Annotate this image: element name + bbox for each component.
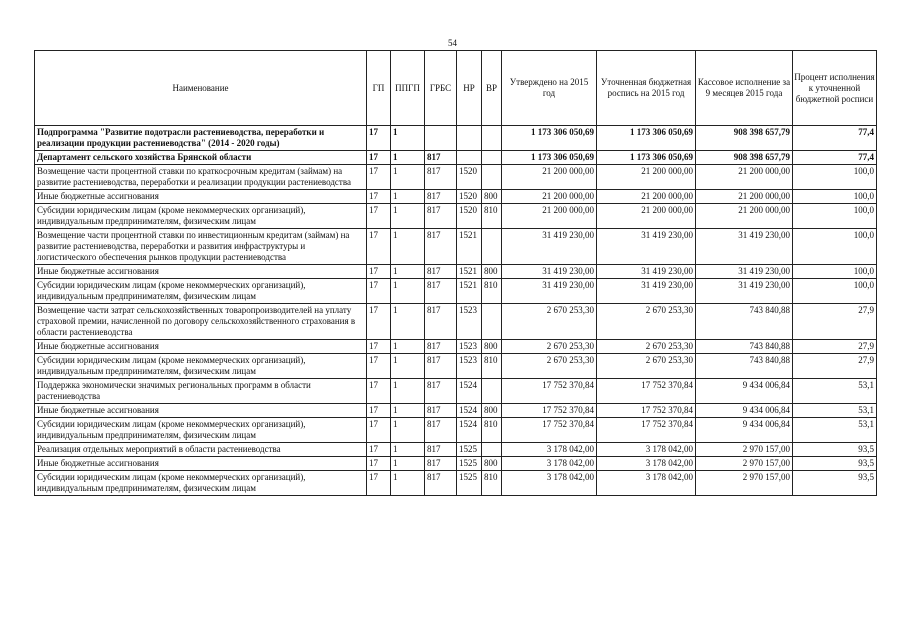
cell-np: 1524 [457, 379, 482, 404]
header-ppgp: ППГП [391, 51, 425, 126]
table-row [35, 457, 877, 471]
table-row [35, 471, 877, 496]
cell-percent: 93,5 [793, 457, 877, 471]
cell-ppgp: 1 [391, 190, 425, 204]
cell-percent: 93,5 [793, 471, 877, 496]
header-approved: Утверждено на 2015 год [502, 51, 597, 126]
cell-name: Иные бюджетные ассигнования [35, 265, 367, 279]
cell-np: 1520 [457, 190, 482, 204]
cell-ppgp: 1 [391, 265, 425, 279]
cell-gp: 17 [367, 304, 391, 340]
cell-refined: 1 173 306 050,69 [597, 151, 696, 165]
cell-ppgp: 1 [391, 418, 425, 443]
cell-approved: 3 178 042,00 [502, 457, 597, 471]
cell-name: Иные бюджетные ассигнования [35, 190, 367, 204]
cell-percent: 77,4 [793, 126, 877, 151]
cell-name: Подпрограмма "Развитие подотрасли растениеводства, переработки и реализации продукции растениеводства" (2014 - 2020 годы) [35, 126, 367, 151]
cell-approved: 17 752 370,84 [502, 404, 597, 418]
cell-grbs: 817 [425, 279, 457, 304]
header-np: НР [457, 51, 482, 126]
cell-refined: 21 200 000,00 [597, 165, 696, 190]
cell-np: 1523 [457, 340, 482, 354]
cell-np: 1525 [457, 457, 482, 471]
cell-np [457, 151, 482, 165]
cell-vr [482, 379, 502, 404]
cell-grbs: 817 [425, 404, 457, 418]
table-row [35, 304, 877, 340]
table-row [35, 418, 877, 443]
cell-percent: 100,0 [793, 265, 877, 279]
cell-name: Иные бюджетные ассигнования [35, 457, 367, 471]
cell-name: Субсидии юридическим лицам (кроме некоммерческих организаций), индивидуальным предпринимателям, физическим лицам [35, 471, 367, 496]
cell-np: 1523 [457, 354, 482, 379]
cell-gp: 17 [367, 165, 391, 190]
cell-np: 1524 [457, 404, 482, 418]
cell-cash: 2 970 157,00 [696, 457, 793, 471]
cell-percent: 100,0 [793, 229, 877, 265]
cell-vr: 810 [482, 279, 502, 304]
cell-vr [482, 126, 502, 151]
cell-ppgp: 1 [391, 443, 425, 457]
cell-cash: 9 434 006,84 [696, 418, 793, 443]
table-row [35, 151, 877, 165]
cell-approved: 2 670 253,30 [502, 354, 597, 379]
cell-gp: 17 [367, 265, 391, 279]
cell-percent: 53,1 [793, 379, 877, 404]
table-row [35, 165, 877, 190]
cell-approved: 1 173 306 050,69 [502, 126, 597, 151]
cell-grbs: 817 [425, 204, 457, 229]
cell-percent: 53,1 [793, 418, 877, 443]
cell-refined: 17 752 370,84 [597, 404, 696, 418]
cell-cash: 743 840,88 [696, 304, 793, 340]
cell-grbs: 817 [425, 151, 457, 165]
cell-cash: 743 840,88 [696, 340, 793, 354]
cell-np: 1520 [457, 204, 482, 229]
cell-name: Субсидии юридическим лицам (кроме некоммерческих организаций), индивидуальным предпринимателям, физическим лицам [35, 354, 367, 379]
cell-refined: 3 178 042,00 [597, 457, 696, 471]
table-body [35, 126, 877, 496]
table-row [35, 265, 877, 279]
cell-gp: 17 [367, 151, 391, 165]
cell-cash: 31 419 230,00 [696, 229, 793, 265]
header-vr: ВР [482, 51, 502, 126]
cell-ppgp: 1 [391, 471, 425, 496]
cell-grbs: 817 [425, 190, 457, 204]
cell-approved: 1 173 306 050,69 [502, 151, 597, 165]
cell-ppgp: 1 [391, 340, 425, 354]
cell-vr: 810 [482, 418, 502, 443]
cell-percent: 100,0 [793, 190, 877, 204]
cell-refined: 2 670 253,30 [597, 354, 696, 379]
cell-percent: 100,0 [793, 165, 877, 190]
cell-name: Возмещение части процентной ставки по краткосрочным кредитам (займам) на развитие растениеводства, переработки и реализации продукции растениеводства [35, 165, 367, 190]
table-row [35, 279, 877, 304]
cell-grbs: 817 [425, 165, 457, 190]
header-gp: ГП [367, 51, 391, 126]
cell-percent: 100,0 [793, 279, 877, 304]
cell-vr [482, 151, 502, 165]
cell-np [457, 126, 482, 151]
table-row [35, 229, 877, 265]
cell-name: Субсидии юридическим лицам (кроме некоммерческих организаций), индивидуальным предпринимателям, физическим лицам [35, 204, 367, 229]
cell-ppgp: 1 [391, 204, 425, 229]
cell-vr: 800 [482, 190, 502, 204]
cell-approved: 2 670 253,30 [502, 340, 597, 354]
cell-ppgp: 1 [391, 304, 425, 340]
cell-name: Иные бюджетные ассигнования [35, 404, 367, 418]
header-grbs: ГРБС [425, 51, 457, 126]
cell-ppgp: 1 [391, 165, 425, 190]
cell-grbs: 817 [425, 418, 457, 443]
cell-approved: 21 200 000,00 [502, 165, 597, 190]
cell-cash: 31 419 230,00 [696, 265, 793, 279]
cell-ppgp: 1 [391, 404, 425, 418]
cell-refined: 31 419 230,00 [597, 265, 696, 279]
cell-vr: 800 [482, 457, 502, 471]
cell-vr: 800 [482, 265, 502, 279]
cell-approved: 31 419 230,00 [502, 279, 597, 304]
table-row [35, 340, 877, 354]
cell-name: Возмещение части затрат сельскохозяйственных товаропроизводителей на уплату страховой премии, начисленной по договору сельскохозяйственного страхования в области растениеводства [35, 304, 367, 340]
cell-refined: 17 752 370,84 [597, 379, 696, 404]
cell-name: Субсидии юридическим лицам (кроме некоммерческих организаций), индивидуальным предпринимателям, физическим лицам [35, 279, 367, 304]
cell-np: 1521 [457, 279, 482, 304]
table-row [35, 379, 877, 404]
cell-cash: 31 419 230,00 [696, 279, 793, 304]
header-refined: Уточненная бюджетная роспись на 2015 год [597, 51, 696, 126]
cell-percent: 27,9 [793, 354, 877, 379]
cell-grbs: 817 [425, 354, 457, 379]
cell-cash: 9 434 006,84 [696, 379, 793, 404]
cell-grbs: 817 [425, 471, 457, 496]
cell-vr [482, 229, 502, 265]
cell-refined: 31 419 230,00 [597, 279, 696, 304]
cell-percent: 27,9 [793, 340, 877, 354]
header-percent: Процент исполнения к уточненной бюджетной росписи [793, 51, 877, 126]
cell-cash: 9 434 006,84 [696, 404, 793, 418]
cell-refined: 2 670 253,30 [597, 340, 696, 354]
cell-cash: 21 200 000,00 [696, 204, 793, 229]
cell-gp: 17 [367, 354, 391, 379]
cell-name: Департамент сельского хозяйства Брянской области [35, 151, 367, 165]
cell-gp: 17 [367, 204, 391, 229]
cell-name: Иные бюджетные ассигнования [35, 340, 367, 354]
header-name: Наименование [35, 51, 367, 126]
cell-refined: 1 173 306 050,69 [597, 126, 696, 151]
cell-vr [482, 304, 502, 340]
cell-approved: 31 419 230,00 [502, 229, 597, 265]
cell-cash: 21 200 000,00 [696, 190, 793, 204]
cell-vr: 810 [482, 204, 502, 229]
cell-np: 1525 [457, 443, 482, 457]
cell-ppgp: 1 [391, 229, 425, 265]
cell-gp: 17 [367, 404, 391, 418]
header-cash: Кассовое исполнение за 9 месяцев 2015 года [696, 51, 793, 126]
cell-cash: 2 970 157,00 [696, 471, 793, 496]
cell-refined: 3 178 042,00 [597, 443, 696, 457]
table-row [35, 126, 877, 151]
table-row [35, 354, 877, 379]
cell-name: Субсидии юридическим лицам (кроме некоммерческих организаций), индивидуальным предпринимателям, физическим лицам [35, 418, 367, 443]
cell-ppgp: 1 [391, 379, 425, 404]
cell-grbs: 817 [425, 265, 457, 279]
cell-cash: 908 398 657,79 [696, 151, 793, 165]
cell-grbs: 817 [425, 304, 457, 340]
cell-vr: 800 [482, 340, 502, 354]
cell-np: 1524 [457, 418, 482, 443]
cell-gp: 17 [367, 457, 391, 471]
cell-approved: 17 752 370,84 [502, 379, 597, 404]
cell-ppgp: 1 [391, 126, 425, 151]
cell-name: Реализация отдельных мероприятий в области растениеводства [35, 443, 367, 457]
table-row [35, 404, 877, 418]
cell-gp: 17 [367, 418, 391, 443]
cell-refined: 21 200 000,00 [597, 204, 696, 229]
cell-refined: 17 752 370,84 [597, 418, 696, 443]
cell-approved: 21 200 000,00 [502, 204, 597, 229]
cell-percent: 53,1 [793, 404, 877, 418]
cell-approved: 21 200 000,00 [502, 190, 597, 204]
cell-refined: 2 670 253,30 [597, 304, 696, 340]
table-row [35, 443, 877, 457]
cell-grbs [425, 126, 457, 151]
table-row [35, 190, 877, 204]
table-header-row [35, 51, 877, 126]
cell-approved: 31 419 230,00 [502, 265, 597, 279]
cell-approved: 17 752 370,84 [502, 418, 597, 443]
cell-gp: 17 [367, 340, 391, 354]
cell-name: Поддержка экономически значимых региональных программ в области растениеводства [35, 379, 367, 404]
cell-refined: 21 200 000,00 [597, 190, 696, 204]
cell-gp: 17 [367, 379, 391, 404]
cell-vr [482, 443, 502, 457]
cell-gp: 17 [367, 443, 391, 457]
cell-vr: 800 [482, 404, 502, 418]
table-row [35, 204, 877, 229]
cell-refined: 3 178 042,00 [597, 471, 696, 496]
cell-cash: 743 840,88 [696, 354, 793, 379]
cell-refined: 31 419 230,00 [597, 229, 696, 265]
cell-cash: 2 970 157,00 [696, 443, 793, 457]
cell-approved: 2 670 253,30 [502, 304, 597, 340]
cell-gp: 17 [367, 126, 391, 151]
cell-name: Возмещение части процентной ставки по инвестиционным кредитам (займам) на развитие растениеводства, переработки и развития инфраструктуры и логистического обеспечения рынков продукции растениеводства [35, 229, 367, 265]
cell-np: 1521 [457, 265, 482, 279]
cell-grbs: 817 [425, 457, 457, 471]
cell-percent: 27,9 [793, 304, 877, 340]
cell-ppgp: 1 [391, 457, 425, 471]
cell-gp: 17 [367, 229, 391, 265]
cell-grbs: 817 [425, 379, 457, 404]
cell-np: 1523 [457, 304, 482, 340]
cell-gp: 17 [367, 471, 391, 496]
cell-np: 1521 [457, 229, 482, 265]
cell-gp: 17 [367, 190, 391, 204]
cell-cash: 908 398 657,79 [696, 126, 793, 151]
cell-gp: 17 [367, 279, 391, 304]
cell-ppgp: 1 [391, 151, 425, 165]
cell-approved: 3 178 042,00 [502, 471, 597, 496]
cell-np: 1520 [457, 165, 482, 190]
cell-percent: 93,5 [793, 443, 877, 457]
cell-np: 1525 [457, 471, 482, 496]
cell-percent: 100,0 [793, 204, 877, 229]
cell-vr: 810 [482, 354, 502, 379]
budget-table [34, 50, 877, 496]
cell-grbs: 817 [425, 229, 457, 265]
page-number: 54 [448, 38, 457, 48]
cell-grbs: 817 [425, 340, 457, 354]
cell-approved: 3 178 042,00 [502, 443, 597, 457]
cell-percent: 77,4 [793, 151, 877, 165]
cell-ppgp: 1 [391, 354, 425, 379]
cell-ppgp: 1 [391, 279, 425, 304]
cell-cash: 21 200 000,00 [696, 165, 793, 190]
cell-grbs: 817 [425, 443, 457, 457]
cell-vr [482, 165, 502, 190]
cell-vr: 810 [482, 471, 502, 496]
